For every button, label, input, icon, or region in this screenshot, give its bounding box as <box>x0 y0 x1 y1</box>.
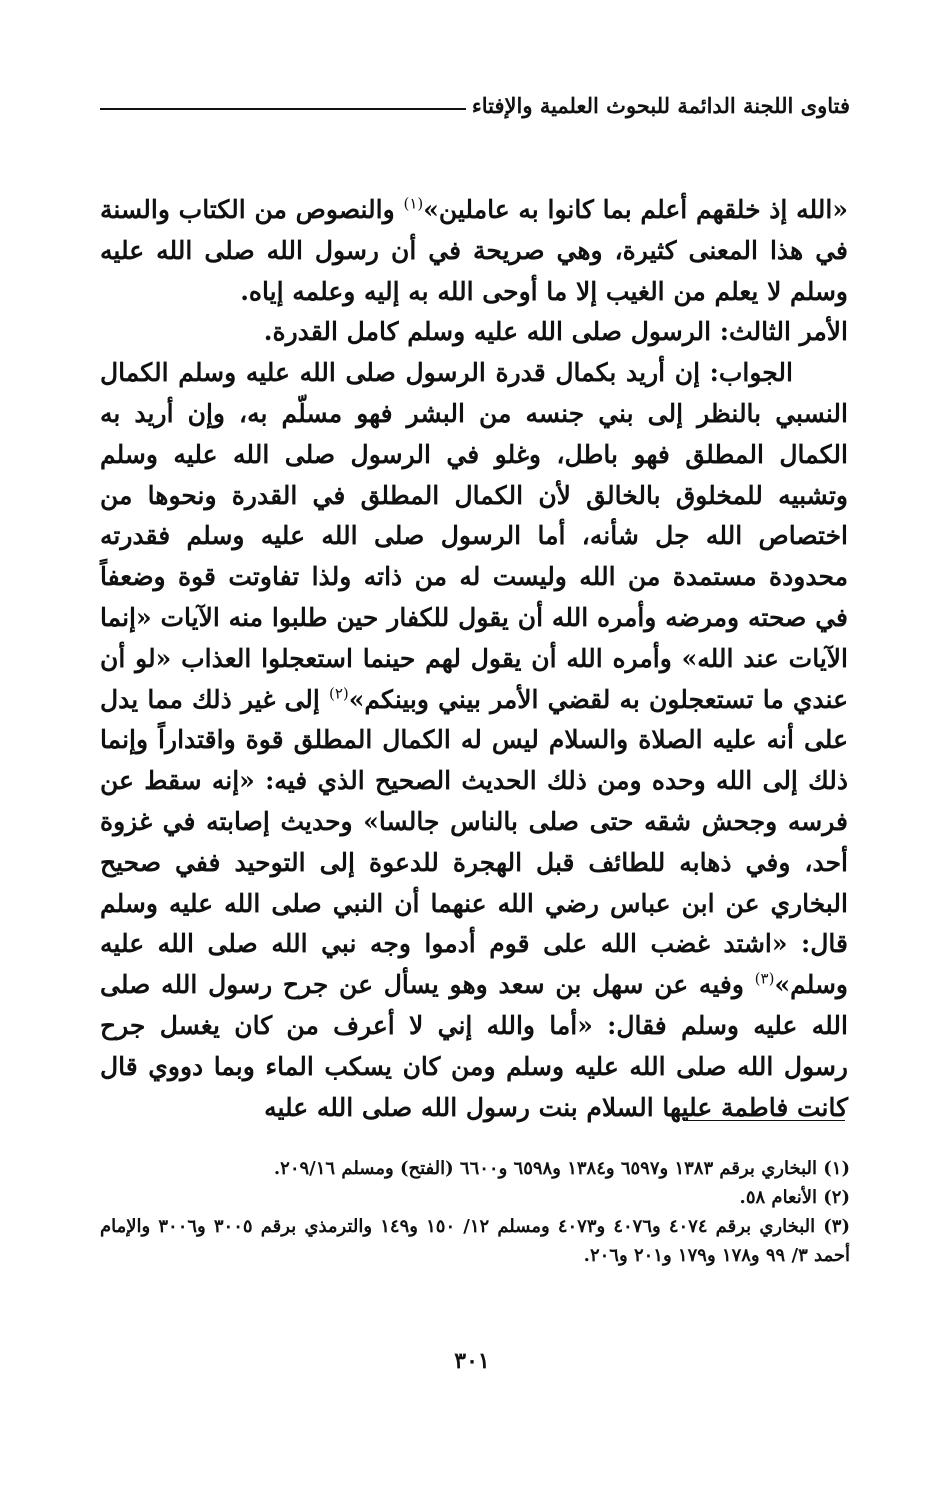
body-text <box>100 190 848 1128</box>
footnotes <box>100 1154 850 1270</box>
paragraph-2: الأمر الثالث: الرسول صلى الله عليه وسلم كامل القدرة. <box>263 317 848 347</box>
footnote-ref-2: (٢) <box>328 684 349 703</box>
footnote-3: (٣) البخاري برقم ٤٠٧٤ و٤٠٧٦ و٤٠٧٣ ومسلم ١٢/ ١٥٠ و١٤٩ والترمذي برقم ٣٠٠٥ و٣٠٠٦ والإمام أحمد ٣/ ٩٩ و١٧٨ و١٧٩ و٢٠١ و٢٠٦. <box>100 1216 850 1266</box>
footnote-ref-3: (٣) <box>754 969 775 988</box>
footnote-1: (١) البخاري برقم ١٣٨٣ و٦٥٩٧ و١٣٨٤ و٦٥٩٨ و٦٦٠٠ (الفتح) ومسلم ٢٠٩/١٦. <box>273 1158 850 1179</box>
footnote-ref-1: (١) <box>403 194 424 213</box>
footnote-2: (٢) الأنعام ٥٨. <box>739 1187 850 1208</box>
paragraph-3-part-c: وفيه عن سهل بن سعد وهو يسأل عن جرح رسول الله صلى الله عليه وسلم فقال: «أما والله إني لا أعرف من كان يغسل جرح رسول الله صلى الله عليه وسلم ومن كان يسكب الماء وبما دووي قال كانت فاطمة عليها السلام بنت رسول الله صلى الله عليه <box>100 970 848 1122</box>
paragraph-3-part-a: الجواب: إن أريد بكمال قدرة الرسول صلى الله عليه وسلم الكمال النسبي بالنظر إلى بني جنسه من البشر فهو مسلّم به، وإن أريد به الكمال المطلق فهو باطل، وغلو في الرسول صلى الله عليه وسلم وتشبيه للمخلوق بالخالق لأن الكمال المطلق في القدرة ونحوها من اختصاص الله جل شأنه، أما الرسول صلى الله عليه وسلم فقدرته محدودة مستمدة من الله وليست له من ذاته ولذا تفاوتت قوة وضعفاً في صحته ومرضه وأمره الله أن يقول للكفار حين طلبوا منه الآيات «إنما الآيات عند الله» وأمره الله أن يقول لهم حينما استعجلوا العذاب «لو أن عندي ما تستعجلون به لقضي الأمر بيني وبينكم» <box>100 358 848 714</box>
running-header <box>100 78 850 118</box>
paragraph-1-continuation: والنصوص من الكتاب والسنة في هذا المعنى كثيرة، وهي صريحة في أن رسول الله صلى الله عليه وسلم لا يعلم من الغيب إلا ما أوحى الله به إليه وعلمه إياه. <box>100 195 848 306</box>
page-number: ٣٠١ <box>454 1348 490 1374</box>
paragraph-3 <box>100 353 848 1128</box>
paragraph-3-part-b: إلى غير ذلك مما يدل على أنه عليه الصلاة والسلام ليس له الكمال المطلق قوة واقتداراً وإنما ذلك إلى الله وحده ومن ذلك الحديث الصحيح الذي فيه: «إنه سقط عن فرسه وجحش شقه حتى صلى بالناس جالسا» وحديث إصابته في غزوة أحد، وفي ذهابه للطائف قبل الهجرة للدعوة إلى التوحيد ففي صحيح البخاري عن ابن عباس رضي الله عنهما أن النبي صلى الله عليه وسلم قال: «اشتد غضب الله على قوم أدموا وجه نبي الله صلى الله عليه وسلم» <box>100 684 848 1000</box>
header-title: فتاوى اللجنة الدائمة للبحوث العلمية والإفتاء <box>471 93 850 118</box>
quote-text: «الله إذ خلقهم أعلم بما كانوا به عاملين» <box>423 195 848 224</box>
paragraph-1 <box>100 190 848 312</box>
footnote-separator <box>683 1120 845 1121</box>
header-rule <box>100 108 466 110</box>
